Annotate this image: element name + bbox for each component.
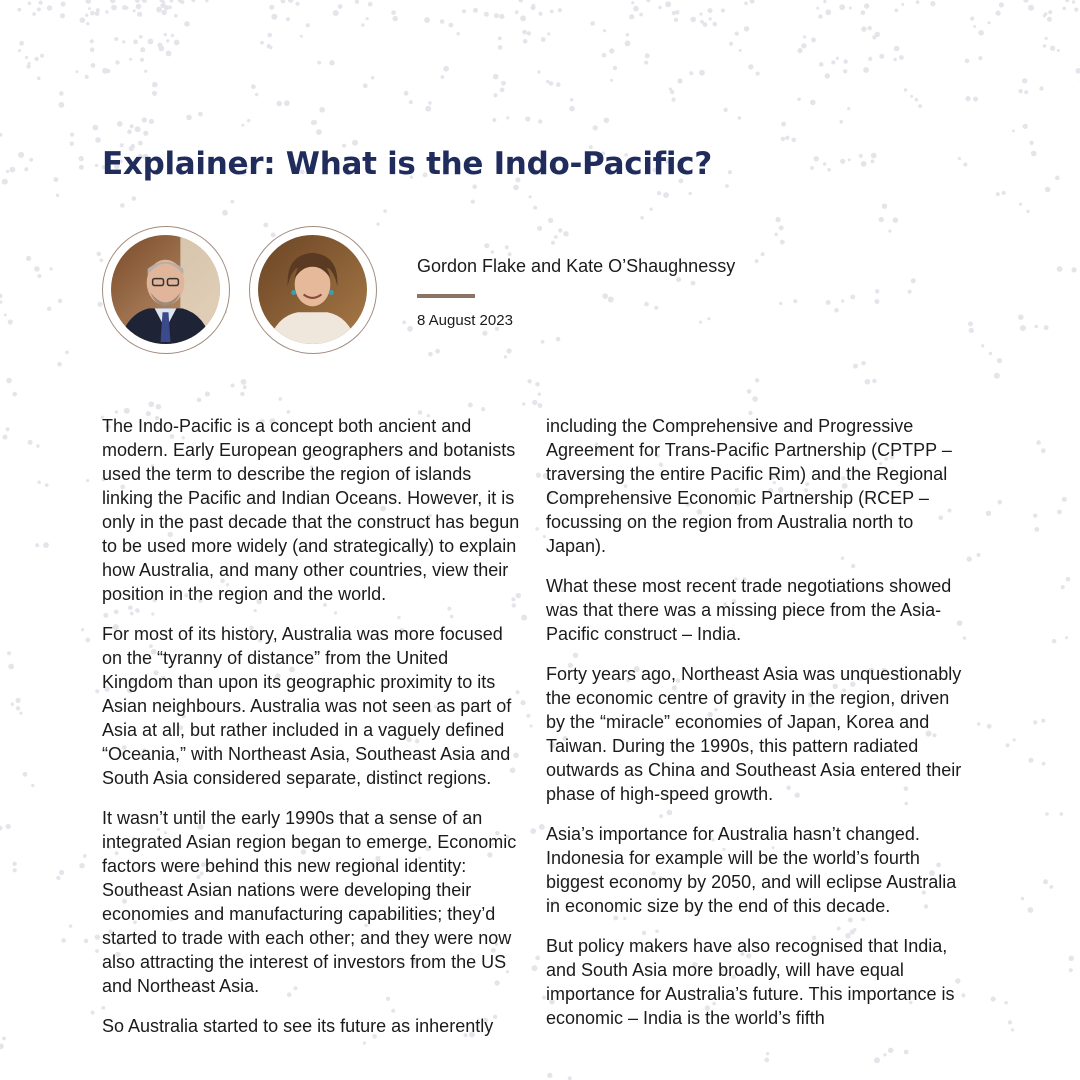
pattern-dot-pair [888, 217, 898, 232]
pattern-dot-pair [861, 3, 870, 15]
pattern-dot-pair [484, 243, 494, 254]
pattern-dot-pair [492, 116, 509, 122]
pattern-dot-pair [18, 152, 33, 162]
pattern-dot-pair [1024, 86, 1044, 94]
pattern-dot-pair [978, 21, 990, 35]
pattern-dot-pair [797, 98, 815, 106]
pattern-dot-pair [968, 321, 974, 333]
pattern-dot-pair [81, 628, 90, 642]
pattern-dot-pair [888, 1048, 909, 1055]
pattern-dot-pair [537, 70, 549, 83]
pattern-dot-pair [449, 23, 460, 36]
pattern-dot-pair [120, 196, 136, 208]
pattern-dot-pair [441, 66, 450, 79]
pattern-dot-pair [136, 4, 143, 17]
pattern-dot-pair [4, 313, 13, 324]
pattern-dot-pair [37, 5, 52, 11]
pattern-dot-pair [965, 56, 983, 63]
pattern-dot-pair [713, 9, 725, 27]
pattern-dot-pair [991, 996, 1008, 1004]
pattern-dot-pair [831, 59, 848, 64]
article-title: Explainer: What is the Indo-Pacific? [102, 146, 712, 182]
pattern-dot-pair [60, 2, 66, 19]
pattern-dot-pair [355, 0, 373, 7]
pattern-dot-pair [117, 121, 134, 128]
pattern-dot-pair [0, 1037, 6, 1050]
pattern-dot-pair [996, 191, 1006, 196]
pattern-dot-pair [748, 396, 757, 415]
pattern-dot-pair [26, 64, 40, 80]
pattern-dot-pair [879, 54, 897, 61]
pattern-dot-pair [541, 32, 551, 41]
pattern-dot-pair [241, 119, 250, 127]
paragraph: But policy makers have also recognised that India, and South Asia more broadly, will have equal importance for Australia’s future. This importance is economic – India is the world’s fifth [546, 936, 955, 1028]
pattern-dot-pair [148, 39, 163, 48]
pattern-dot-pair [823, 0, 831, 15]
pattern-dot-pair [404, 91, 413, 104]
pattern-dot-pair [1033, 719, 1045, 725]
pattern-dot-pair [499, 10, 519, 19]
pattern-dot-pair [28, 1, 43, 6]
pattern-dot-pair [333, 4, 343, 16]
pattern-dot-pair [174, 14, 190, 27]
pattern-dot-pair [549, 81, 561, 87]
pattern-dot-pair [140, 58, 147, 73]
author-photo-gordon-flake [102, 226, 230, 354]
body-column-left [102, 414, 522, 1054]
pattern-dot-pair [53, 177, 59, 197]
pattern-dot-pair [1018, 314, 1026, 331]
pattern-dot-pair [78, 156, 84, 170]
pattern-dot-pair [75, 70, 88, 79]
pattern-dot-pair [90, 39, 95, 52]
pattern-dot-pair [568, 1076, 575, 1080]
body-column-right [546, 414, 966, 1046]
paragraph: What these most recent trade negotiations showed was that there was a missing piece from the Asia-Pacific construct – India. [546, 576, 952, 644]
pattern-dot-pair [874, 1053, 887, 1063]
pattern-dot-pair [1062, 0, 1075, 10]
pattern-dot-pair [91, 63, 108, 74]
pattern-dot-pair [1045, 812, 1063, 816]
pattern-dot-pair [2, 170, 9, 185]
pattern-dot-pair [57, 351, 69, 367]
pattern-dot-pair [10, 167, 29, 173]
pattern-dot-pair [970, 17, 976, 29]
pattern-dot-pair [894, 3, 904, 12]
pattern-dot-pair [361, 17, 369, 27]
pattern-dot-pair [1008, 1020, 1014, 1031]
pattern-dot-pair [278, 397, 290, 413]
pattern-dot-pair [106, 60, 120, 73]
author-names: Gordon Flake and Kate O’Shaughnessy [417, 256, 736, 276]
pattern-dot-pair [1012, 124, 1028, 133]
pattern-dot-pair [493, 88, 504, 98]
pattern-dot-pair [1057, 497, 1067, 515]
pattern-dot-pair [504, 348, 512, 358]
pattern-dot-pair [186, 112, 203, 121]
pattern-dot-pair [1019, 203, 1030, 214]
pattern-dot-pair [1006, 738, 1016, 747]
pattern-dot-pair [723, 108, 741, 120]
pattern-dot-pair [105, 5, 117, 14]
pattern-dot-pair [657, 191, 669, 198]
pattern-dot-pair [92, 125, 100, 143]
pattern-dot-pair [191, 0, 208, 2]
pattern-dot-pair [133, 35, 142, 44]
pattern-dot-pair [1061, 577, 1071, 589]
pattern-dot-pair [967, 553, 981, 562]
pattern-dot-pair [646, 0, 662, 9]
pattern-dot-pair [744, 0, 754, 5]
pattern-dot-pair [1065, 0, 1078, 12]
pattern-dot-pair [644, 53, 650, 64]
pattern-dot-pair [0, 824, 11, 831]
man-portrait-icon [111, 235, 220, 344]
pattern-dot-pair [981, 344, 992, 355]
pattern-dot-pair [529, 195, 538, 210]
article-byline [417, 256, 735, 329]
pattern-dot-pair [288, 0, 300, 6]
pattern-dot-pair [1021, 897, 1034, 913]
pattern-dot-pair [240, 385, 247, 396]
pattern-dot-pair [7, 651, 14, 669]
pattern-dot-pair [871, 153, 877, 164]
pattern-dot-pair [908, 278, 916, 294]
pattern-dot-pair [602, 48, 615, 57]
pattern-dot-pair [97, 252, 104, 263]
pattern-dot-pair [505, 245, 512, 256]
pattern-dot-pair [699, 13, 703, 24]
pattern-dot-pair [840, 158, 851, 164]
pattern-dot-pair [152, 82, 158, 96]
paragraph: including the Comprehensive and Progressive Agreement for Trans-Pacific Partnership (CPTPP – traversing the entire Pacific Rim) and the Regional Comprehensive Economic Partnership (RCEP – focussing on the region from Australia north to Japan). [546, 416, 952, 556]
pattern-dot-pair [525, 116, 542, 123]
pattern-dot-pair [1035, 325, 1049, 330]
pattern-dot-pair [836, 57, 848, 74]
pattern-dot-pair [518, 0, 535, 10]
pattern-dot-pair [729, 42, 742, 52]
pattern-dot-pair [26, 256, 40, 272]
paragraph: It wasn’t until the early 1990s that a sense of an integrated Asian region began to emerge. Economic factors were behind this new regional identity: Southeast Asian nations were developing their economies and manufacturing capabilities; they’d started to trade with each other; and they were now also attracting the interest of investors from the US and Northeast Asia. [102, 808, 517, 996]
pattern-dot-pair [498, 37, 503, 50]
pattern-dot-pair [748, 64, 760, 75]
pattern-dot-pair [669, 78, 683, 91]
pattern-dot-pair [317, 60, 334, 65]
pattern-dot-pair [6, 378, 17, 397]
pattern-dot-pair [61, 924, 72, 942]
pattern-dot-pair [18, 49, 31, 65]
pattern-dot-pair [424, 17, 444, 24]
pattern-dot-pair [904, 88, 913, 98]
pattern-dot-pair [1057, 266, 1077, 272]
pattern-dot-pair [0, 133, 3, 146]
pattern-dot-pair [841, 295, 855, 303]
pattern-dot-pair [70, 133, 75, 146]
pattern-dot-pair [530, 824, 544, 834]
pattern-dot-pair [839, 107, 850, 124]
pattern-dot-pair [35, 542, 49, 548]
pattern-dot-pair [28, 440, 40, 448]
pattern-dot-pair [468, 403, 485, 412]
pattern-dot-pair [114, 37, 125, 44]
pattern-dot-pair [764, 1052, 769, 1062]
pattern-dot-pair [391, 10, 398, 21]
pattern-dot-pair [689, 70, 705, 76]
pattern-dot-pair [522, 400, 537, 406]
pattern-dot-pair [527, 379, 539, 387]
pattern-dot-pair [894, 46, 904, 60]
pattern-dot-pair [0, 294, 3, 304]
author-photo-kate-oshaughnessy [249, 226, 377, 354]
pattern-dot-pair [425, 101, 431, 112]
pattern-dot-pair [535, 527, 546, 538]
pattern-dot-pair [520, 15, 527, 34]
pattern-dot-pair [1076, 68, 1080, 82]
pattern-dot-pair [1028, 758, 1045, 766]
pattern-dot-pair [625, 33, 631, 46]
pattern-dot-pair [1045, 176, 1060, 193]
pattern-dot-pair [839, 4, 852, 10]
pattern-dot-pair [558, 228, 569, 236]
pattern-dot-pair [84, 939, 99, 953]
pattern-dot-pair [547, 1073, 560, 1080]
pattern-dot-pair [1069, 956, 1074, 973]
pattern-dot-pair [593, 118, 610, 131]
pattern-dot-pair [1023, 0, 1034, 11]
pattern-dot-pair [747, 378, 760, 394]
paragraph: Forty years ago, Northeast Asia was unquestionably the economic centre of gravity in the region, driven by the “miracle” economies of Japan, Korea and Taiwan. During the 1990s, this pattern radiated outwards as China and Southeast Asia entered their phase of high-speed growth. [546, 664, 962, 804]
pattern-dot-pair [590, 21, 606, 32]
pattern-dot-pair [1050, 46, 1060, 53]
pattern-dot-pair [269, 0, 285, 10]
pattern-dot-pair [17, 8, 35, 16]
paragraph: Asia’s importance for Australia hasn’t changed. Indonesia for example will be the world’s fourth biggest economy by 2050, and will eclipse Australia in economic size by the end of this decade. [546, 824, 957, 916]
pattern-dot-pair [819, 62, 830, 79]
pattern-dot-pair [775, 217, 783, 230]
pattern-dot-pair [11, 703, 21, 711]
pattern-dot-pair [56, 870, 64, 880]
pattern-dot-pair [3, 427, 10, 439]
pattern-dot-pair [977, 722, 992, 728]
pattern-dot-pair [986, 500, 1002, 516]
pattern-dot-pair [865, 379, 877, 385]
pattern-dot-pair [402, 321, 413, 332]
pattern-dot-pair [1043, 879, 1053, 889]
byline-divider [417, 294, 475, 298]
pattern-dot-pair [994, 358, 1002, 379]
pattern-dot-pair [164, 0, 183, 10]
pattern-dot-pair [826, 300, 839, 313]
pattern-dot-pair [996, 2, 1005, 15]
pattern-dot-pair [115, 408, 130, 414]
pattern-dot-pair [428, 349, 440, 357]
pattern-dot-pair [633, 6, 643, 17]
pattern-dot-pair [493, 74, 506, 86]
pattern-dot-pair [251, 84, 258, 96]
pattern-dot-pair [708, 8, 713, 20]
pattern-dot-pair [171, 34, 180, 46]
pattern-dot-pair [37, 481, 48, 488]
pattern-dot-pair [916, 0, 936, 6]
pattern-dot-pair [803, 35, 816, 42]
pattern-dot-pair [569, 98, 575, 111]
pattern-dot-pair [538, 393, 543, 408]
pattern-dot-pair [311, 107, 325, 125]
pattern-dot-pair [670, 90, 676, 102]
pattern-dot-pair [853, 361, 866, 369]
pattern-dot-pair [755, 252, 765, 263]
pattern-dot-pair [863, 57, 872, 73]
pattern-dot-pair [471, 184, 477, 203]
pattern-dot-pair [23, 772, 35, 787]
pattern-dot-pair [551, 235, 558, 245]
pattern-dot-pair [59, 91, 65, 108]
pattern-dot-pair [376, 209, 387, 226]
pattern-dot-pair [550, 8, 562, 13]
woman-portrait-icon [258, 235, 367, 344]
pattern-dot-pair [12, 862, 16, 873]
pattern-dot-pair [197, 391, 210, 402]
pattern-dot-pair [1052, 636, 1068, 643]
pattern-dot-pair [958, 157, 968, 167]
pattern-dot-pair [859, 154, 867, 167]
pattern-dot-pair [537, 218, 553, 231]
pattern-dot-pair [80, 17, 90, 25]
pattern-dot-pair [276, 100, 289, 106]
pattern-dot-pair [526, 714, 532, 728]
pattern-dot-pair [797, 43, 806, 53]
pattern-dot-pair [541, 337, 561, 344]
pattern-dot-pair [532, 956, 541, 972]
pattern-dot-pair [1036, 440, 1045, 453]
publish-date: 8 August 2023 [417, 312, 513, 329]
pattern-dot-pair [135, 117, 147, 132]
pattern-dot-pair [271, 14, 290, 22]
pattern-dot-pair [915, 98, 922, 108]
pattern-dot-pair [735, 26, 750, 36]
pattern-dot-pair [16, 698, 23, 715]
pattern-dot-pair [810, 156, 819, 170]
pattern-dot-pair [164, 33, 170, 43]
paragraph: The Indo-Pacific is a concept both ancient and modern. Early European geographers and botanists used the term to describe the region of islands linking the Pacific and Indian Oceans. However, it is only in the past decade that the construct has begun to be used more widely (and strategically) to explain how Australia, and many other countries, view their position in the region and the world. [102, 416, 520, 604]
pattern-dot-pair [34, 54, 44, 61]
pattern-dot-pair [779, 299, 797, 305]
pattern-dot-pair [47, 299, 62, 311]
pattern-dot-pair [640, 208, 653, 220]
pattern-dot-pair [965, 96, 978, 102]
pattern-dot-pair [879, 204, 888, 223]
paragraph: So Australia started to see its future as inherently [102, 1016, 494, 1036]
pattern-dot-pair [774, 233, 784, 245]
pattern-dot-pair [690, 17, 707, 27]
pattern-dot-pair [816, 7, 823, 19]
pattern-dot-pair [300, 23, 310, 38]
pattern-dot-pair [610, 66, 617, 82]
pattern-dot-pair [462, 8, 478, 14]
pattern-dot-pair [79, 854, 86, 868]
pattern-dot-pair [484, 12, 499, 19]
pattern-dot-pair [1033, 514, 1039, 532]
pattern-dot-pair [823, 162, 831, 171]
pattern-dot-pair [1029, 141, 1036, 157]
pattern-dot-pair [1043, 37, 1048, 48]
paragraph: For most of its history, Australia was more focused on the “tyranny of distance” from the United Kingdom than upon its geographic proximity to its Asian neighbours. Australia was not seen as part of Asia at all, but rather included in a vaguely defined “Oceania,” with Northeast Asia, Southeast Asia and South Asia considered separate, distinct regions. [102, 624, 512, 788]
pattern-dot-pair [725, 170, 732, 188]
pattern-dot-pair [874, 289, 879, 304]
pattern-dot-pair [629, 1, 634, 19]
pattern-dot-pair [222, 200, 234, 216]
pattern-dot-pair [363, 76, 375, 88]
